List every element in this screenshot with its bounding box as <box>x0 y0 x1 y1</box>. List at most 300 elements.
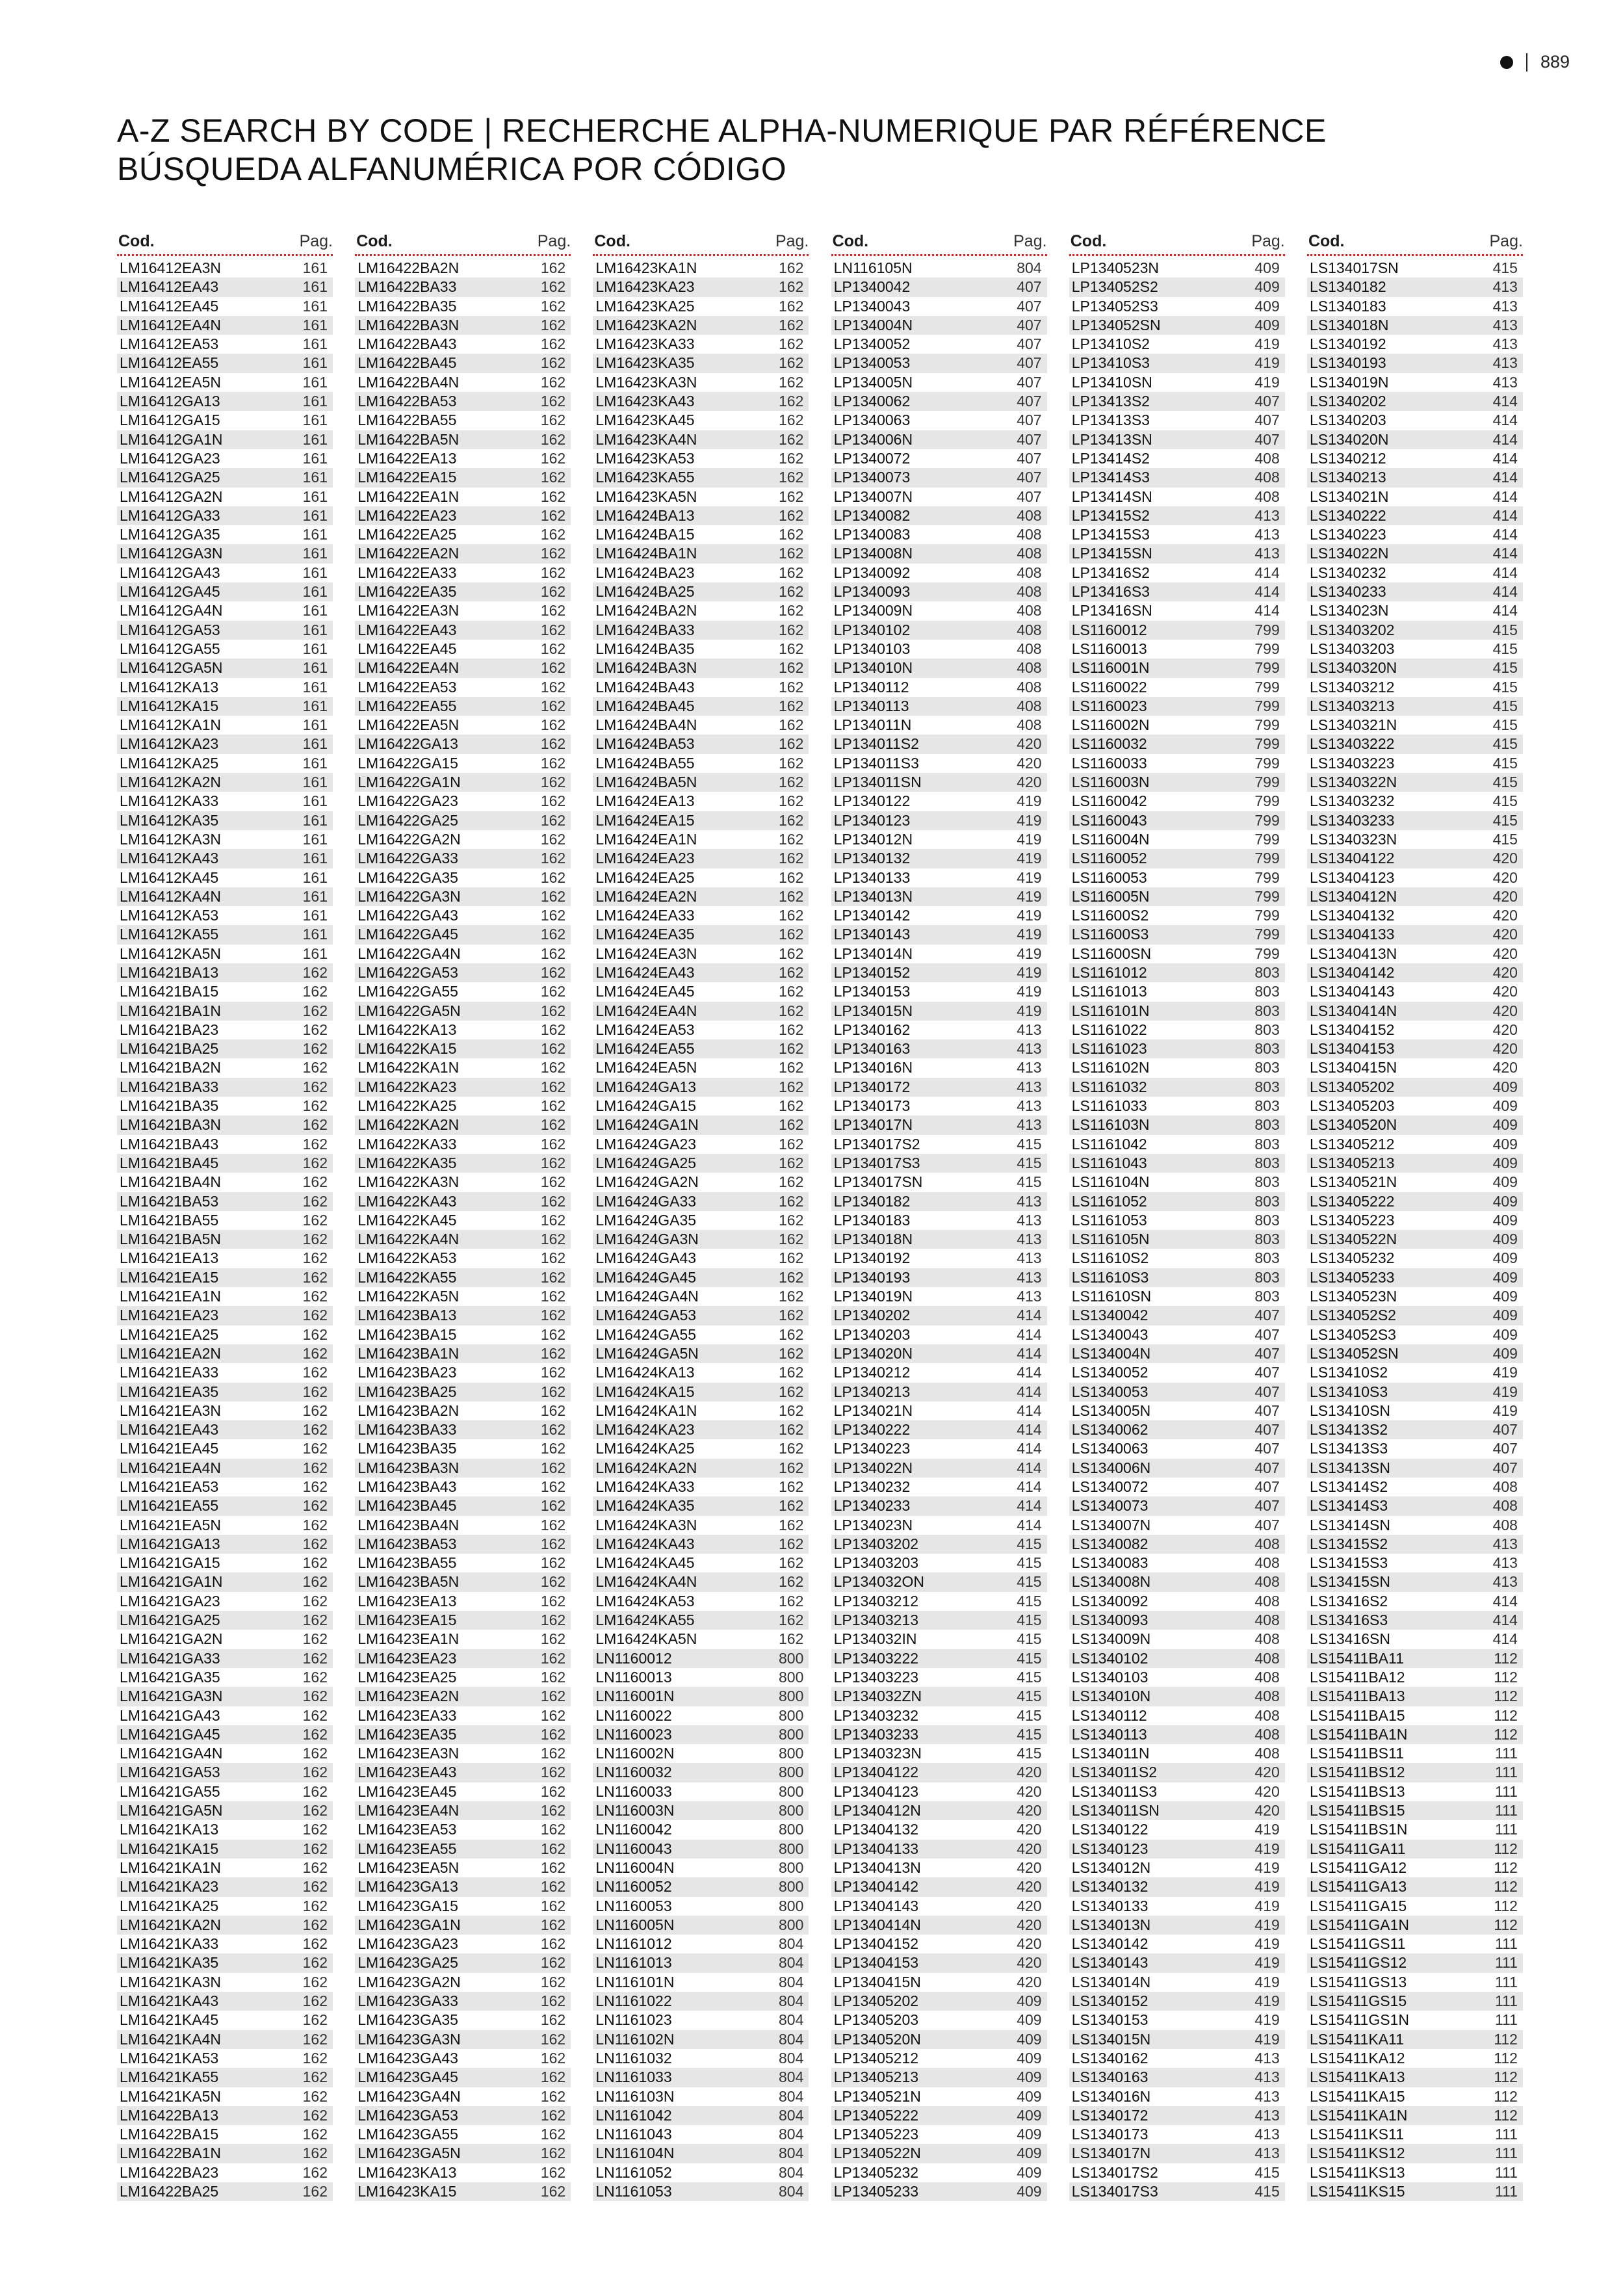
product-code: LM16412GA2N <box>120 488 223 505</box>
page-ref: 408 <box>1017 621 1042 638</box>
product-code: LM16424KA4N <box>595 1573 697 1591</box>
table-row <box>1307 849 1523 868</box>
page-ref: 162 <box>302 1954 328 1972</box>
table-row <box>117 697 333 716</box>
table-row <box>1307 906 1523 925</box>
table-row <box>355 1173 571 1192</box>
product-code: LM16412KA13 <box>120 678 219 696</box>
page-ref: 799 <box>1254 754 1280 772</box>
page-ref: 803 <box>1254 1040 1280 1058</box>
page-ref: 409 <box>1492 1268 1518 1286</box>
product-code: LM16424EA45 <box>595 983 695 1000</box>
page-ref: 803 <box>1254 1154 1280 1171</box>
product-code: LM16421EA3N <box>120 1402 221 1419</box>
index-table <box>117 229 1523 2201</box>
product-code: LM16421EA33 <box>120 1364 219 1381</box>
table-row <box>1307 1115 1523 1134</box>
table-row <box>355 1230 571 1249</box>
product-code: LM16423EA1N <box>357 1630 460 1648</box>
table-row <box>593 430 809 449</box>
table-row <box>593 1021 809 1039</box>
table-row <box>831 1344 1047 1363</box>
table-row <box>1069 1325 1285 1344</box>
column-header <box>1307 229 1523 256</box>
table-row <box>117 1402 333 1420</box>
product-code: LS1340143 <box>1071 1954 1149 1972</box>
product-code: LM16424EA15 <box>595 811 695 829</box>
product-code: LP13410S3 <box>1071 354 1150 372</box>
table-row <box>355 564 571 582</box>
product-code: LM16424BA23 <box>595 564 695 581</box>
page-ref: 407 <box>1492 1440 1518 1457</box>
product-code: LS1340213 <box>1309 469 1386 486</box>
page-ref: 415 <box>1492 678 1518 696</box>
table-row <box>831 1154 1047 1173</box>
title-line-1: A-Z SEARCH BY CODE | RECHERCHE ALPHA-NUMERIQUE PAR RÉFÉRENCE <box>117 112 1327 149</box>
page-ref: 162 <box>540 659 566 677</box>
page-ref: 804 <box>779 2030 804 2048</box>
table-row <box>355 621 571 640</box>
page-ref: 112 <box>1494 2030 1518 2048</box>
table-row <box>1069 1002 1285 1021</box>
table-row <box>593 1097 809 1115</box>
table-row <box>117 525 333 544</box>
page-ref: 413 <box>1017 1021 1042 1038</box>
table-row <box>117 1173 333 1192</box>
product-code: LS134011S2 <box>1071 1764 1158 1781</box>
page-ref: 162 <box>540 1364 566 1381</box>
table-row <box>831 1192 1047 1211</box>
product-code: LN116002N <box>595 1745 675 1762</box>
product-code: LS1340062 <box>1071 1421 1149 1439</box>
product-code: LM16423BA23 <box>357 1364 457 1381</box>
product-code: LM16424GA25 <box>595 1154 697 1171</box>
table-row <box>831 1611 1047 1630</box>
table-row <box>355 2030 571 2049</box>
page-ref: 162 <box>540 1916 566 1933</box>
table-row <box>117 1039 333 1058</box>
bullet-icon <box>1500 56 1513 69</box>
table-row <box>831 1897 1047 1916</box>
product-code: LS13404123 <box>1309 868 1395 886</box>
product-code: LM16412GA15 <box>120 411 220 429</box>
page-ref: 409 <box>1492 1231 1518 1248</box>
page-ref: 415 <box>1017 1725 1042 1743</box>
table-row <box>831 1021 1047 1039</box>
table-row <box>355 2125 571 2144</box>
table-row <box>1069 1039 1285 1058</box>
table-row <box>593 1211 809 1230</box>
table-row <box>1069 1135 1285 1154</box>
page-ref: 409 <box>1017 2030 1042 2048</box>
table-row <box>355 754 571 773</box>
table-row <box>1307 2144 1523 2163</box>
page-ref: 162 <box>540 640 566 657</box>
table-row <box>1307 564 1523 582</box>
page-ref: 161 <box>302 316 328 333</box>
page-ref: 162 <box>779 1116 804 1134</box>
page-ref: 419 <box>1017 887 1042 905</box>
table-row <box>831 1535 1047 1554</box>
table-row <box>831 792 1047 811</box>
product-code: LM16421GA25 <box>120 1611 220 1629</box>
page-ref: 413 <box>1017 1097 1042 1115</box>
product-code: LP134016N <box>833 1059 913 1076</box>
product-code: LM16421BA2N <box>120 1059 221 1076</box>
page-ref: 415 <box>1017 1706 1042 1724</box>
table-row <box>1307 1230 1523 1249</box>
product-code: LM16422BA13 <box>120 2106 219 2124</box>
table-row <box>355 2163 571 2182</box>
table-row <box>1307 278 1523 296</box>
page-ref: 162 <box>302 1078 328 1095</box>
product-code: LP134009N <box>833 602 913 620</box>
product-code: LS1161032 <box>1071 1078 1147 1095</box>
product-code: LS116103N <box>1071 1116 1150 1134</box>
table-row <box>355 811 571 830</box>
table-row <box>831 1630 1047 1649</box>
table-row <box>593 1439 809 1458</box>
product-code: LP1340163 <box>833 1040 911 1058</box>
page-ref: 162 <box>540 335 566 353</box>
table-row <box>831 1496 1047 1515</box>
product-code: LM16422BA55 <box>357 411 457 429</box>
product-code: LM16412KA53 <box>120 907 219 924</box>
table-row <box>1069 2087 1285 2106</box>
product-code: LM16422KA55 <box>357 1268 457 1286</box>
page-ref: 799 <box>1254 792 1280 810</box>
page-ref: 162 <box>302 2145 328 2162</box>
product-code: LM16424GA43 <box>595 1249 697 1267</box>
product-code: LM16423EA23 <box>357 1649 457 1667</box>
index-column-6 <box>1307 229 1523 2201</box>
page-ref: 162 <box>302 1802 328 1820</box>
table-row <box>355 659 571 677</box>
product-code: LM16421GA4N <box>120 1745 223 1762</box>
product-code: LM16412KA23 <box>120 735 219 753</box>
table-row <box>831 1363 1047 1382</box>
product-code: LP134014N <box>833 945 913 962</box>
page-title <box>117 112 1327 189</box>
page-ref: 162 <box>302 1592 328 1610</box>
product-code: LM16422GA3N <box>357 887 461 905</box>
product-code: LM16423KA53 <box>595 449 695 467</box>
table-row <box>355 1668 571 1687</box>
product-code: LM16422KA1N <box>357 1059 460 1076</box>
product-code: LM16422KA13 <box>357 1021 457 1038</box>
product-code: LN116003N <box>595 1802 675 1820</box>
product-code: LM16422EA53 <box>357 678 457 696</box>
table-row <box>593 1420 809 1439</box>
table-row <box>1069 792 1285 811</box>
page-ref: 419 <box>1254 1992 1280 2010</box>
table-row <box>831 1459 1047 1478</box>
page-ref: 162 <box>779 716 804 734</box>
table-row <box>355 1725 571 1744</box>
page-ref: 161 <box>302 830 328 848</box>
page-ref: 413 <box>1254 2087 1280 2105</box>
page-ref: 419 <box>1017 926 1042 943</box>
table-row <box>1069 1592 1285 1611</box>
page-ref: 162 <box>302 1554 328 1572</box>
page-ref: 162 <box>540 1325 566 1343</box>
product-code: LP13416S3 <box>1071 583 1150 601</box>
page-ref: 803 <box>1254 1021 1280 1038</box>
table-row <box>593 697 809 716</box>
table-row <box>1069 1668 1285 1687</box>
product-code: LP13405212 <box>833 2049 919 2067</box>
product-code: LP13404123 <box>833 1782 919 1800</box>
table-row <box>831 2030 1047 2049</box>
page-ref: 408 <box>1254 488 1280 505</box>
table-row <box>593 1516 809 1535</box>
page-ref: 413 <box>1017 1231 1042 1248</box>
product-code: LM16423BA13 <box>357 1307 457 1324</box>
product-code: LP1340153 <box>833 983 911 1000</box>
table-row <box>1069 1021 1285 1039</box>
table-row <box>1307 506 1523 525</box>
page-ref: 407 <box>1254 1497 1280 1515</box>
table-row <box>117 659 333 677</box>
table-row <box>831 259 1047 278</box>
product-code: LM16424GA1N <box>595 1116 699 1134</box>
page-ref: 162 <box>779 830 804 848</box>
table-row <box>1307 830 1523 849</box>
table-row <box>1307 1459 1523 1478</box>
table-row <box>1069 906 1285 925</box>
table-row <box>355 1478 571 1496</box>
product-code: LM16423KA43 <box>595 393 695 410</box>
product-code: LM16424KA2N <box>595 1459 697 1476</box>
page-ref: 414 <box>1017 1421 1042 1439</box>
page-ref: 804 <box>779 2011 804 2029</box>
table-row <box>117 506 333 525</box>
page-ref: 162 <box>779 1383 804 1400</box>
page-ref: 408 <box>1254 1745 1280 1762</box>
index-column-4 <box>831 229 1047 2201</box>
product-code: LS13415S3 <box>1309 1554 1388 1572</box>
table-row <box>355 1611 571 1630</box>
table-row <box>593 2106 809 2125</box>
page-ref: 408 <box>1254 1573 1280 1591</box>
table-row <box>593 2125 809 2144</box>
table-row <box>117 582 333 601</box>
product-code: LM16421EA55 <box>120 1497 219 1515</box>
page-ref: 112 <box>1494 1878 1518 1896</box>
page-ref: 414 <box>1492 430 1518 448</box>
product-code: LS1161012 <box>1071 963 1147 981</box>
code-header: Cod. <box>1070 232 1107 250</box>
code-header: Cod. <box>356 232 393 250</box>
product-code: LS1160042 <box>1071 792 1147 810</box>
table-row <box>831 1801 1047 1820</box>
page-ref: 162 <box>540 430 566 448</box>
page-ref: 162 <box>302 1706 328 1724</box>
page-ref: 162 <box>540 1288 566 1305</box>
page-ref: 408 <box>1017 545 1042 562</box>
table-row <box>593 621 809 640</box>
page-ref: 803 <box>1254 1192 1280 1210</box>
page-ref: 408 <box>1017 583 1042 601</box>
product-code: LS15411KA11 <box>1309 2030 1404 2048</box>
page-ref: 162 <box>540 1040 566 1058</box>
product-code: LS134052S3 <box>1309 1325 1396 1343</box>
product-code: LS116105N <box>1071 1231 1150 1248</box>
page-header-label: Pag. <box>1013 232 1047 250</box>
page-ref: 162 <box>779 469 804 486</box>
page-ref: 162 <box>540 868 566 886</box>
product-code: LS134005N <box>1071 1402 1151 1419</box>
page-ref: 804 <box>779 2068 804 2086</box>
product-code: LM16423EA15 <box>357 1611 457 1629</box>
table-row <box>593 1058 809 1077</box>
page-ref: 162 <box>540 2068 566 2086</box>
product-code: LM16423GA45 <box>357 2068 458 2086</box>
table-row <box>355 1420 571 1439</box>
table-row <box>593 1592 809 1611</box>
table-row <box>1307 2182 1523 2201</box>
table-row <box>117 2030 333 2049</box>
table-row <box>117 2068 333 2087</box>
product-code: LS1160013 <box>1071 640 1147 657</box>
page-ref: 162 <box>540 1992 566 2010</box>
page-ref: 413 <box>1254 2068 1280 2086</box>
table-row <box>593 582 809 601</box>
table-row <box>1069 297 1285 316</box>
product-code: LS13405232 <box>1309 1249 1395 1267</box>
table-row <box>1307 1763 1523 1782</box>
product-code: LP134017S3 <box>833 1154 920 1171</box>
page-ref: 162 <box>540 1021 566 1038</box>
page-ref: 800 <box>779 1916 804 1933</box>
product-code: LP1340103 <box>833 640 911 657</box>
table-row <box>831 1135 1047 1154</box>
table-row <box>831 621 1047 640</box>
table-row <box>355 1306 571 1325</box>
table-row <box>355 1744 571 1763</box>
page-ref: 413 <box>1017 1288 1042 1305</box>
product-code: LN116103N <box>595 2087 675 2105</box>
table-row <box>355 1592 571 1611</box>
product-code: LP1340202 <box>833 1307 911 1324</box>
product-code: LS15411GA1N <box>1309 1916 1409 1933</box>
page-ref: 112 <box>1494 2087 1518 2105</box>
page-ref: 162 <box>779 1154 804 1171</box>
page-ref: 799 <box>1254 830 1280 848</box>
table-row <box>117 1592 333 1611</box>
table-row <box>1307 1668 1523 1687</box>
table-row <box>593 468 809 487</box>
page-ref: 161 <box>302 678 328 696</box>
table-row <box>1307 1439 1523 1458</box>
product-code: LS134011S3 <box>1071 1782 1158 1800</box>
page-ref: 162 <box>302 1211 328 1229</box>
page-ref: 162 <box>779 697 804 714</box>
product-code: LM16423BA35 <box>357 1440 457 1457</box>
page-ref: 408 <box>1017 602 1042 620</box>
table-row <box>1307 2030 1523 2049</box>
product-code: LM16412GA3N <box>120 545 223 562</box>
column-header <box>117 229 333 256</box>
product-code: LS1340323N <box>1309 830 1397 848</box>
page-ref: 111 <box>1494 1821 1518 1838</box>
table-row <box>1069 811 1285 830</box>
page-ref: 162 <box>302 1383 328 1400</box>
page-ref: 162 <box>540 678 566 696</box>
table-row <box>1069 849 1285 868</box>
page-ref: 409 <box>1492 1173 1518 1191</box>
product-code: LS1160043 <box>1071 811 1147 829</box>
table-row <box>1307 411 1523 430</box>
product-code: LM16412KA4N <box>120 887 221 905</box>
product-code: LS15411KA15 <box>1309 2087 1405 2105</box>
page-number: 889 <box>1540 52 1570 72</box>
product-code: LS13405202 <box>1309 1078 1395 1095</box>
product-code: LP1340063 <box>833 411 911 429</box>
product-code: LM16421GA1N <box>120 1573 223 1591</box>
table-row <box>117 1801 333 1820</box>
page-ref: 419 <box>1492 1383 1518 1400</box>
table-row <box>831 1439 1047 1458</box>
page-ref: 419 <box>1254 1935 1280 1953</box>
table-row <box>117 1897 333 1916</box>
product-code: LM16412KA1N <box>120 716 221 734</box>
page-ref: 409 <box>1492 1211 1518 1229</box>
table-row <box>1069 1840 1285 1859</box>
page-ref: 413 <box>1254 2126 1280 2143</box>
table-row <box>831 906 1047 925</box>
table-row <box>355 849 571 868</box>
table-row <box>831 1268 1047 1287</box>
product-code: LM16424GA2N <box>595 1173 699 1191</box>
product-code: LM16424KA35 <box>595 1497 695 1515</box>
page-ref: 419 <box>1017 963 1042 981</box>
product-code: LM16412EA4N <box>120 316 221 333</box>
product-code: LS134011SN <box>1071 1802 1160 1820</box>
product-code: LP13410SN <box>1071 373 1152 391</box>
table-row <box>117 1687 333 1706</box>
product-code: LN116004N <box>595 1859 675 1876</box>
product-code: LP13405232 <box>833 2163 919 2181</box>
product-code: LM16421BA53 <box>120 1192 219 1210</box>
page-ref: 419 <box>1254 2030 1280 2048</box>
table-row <box>593 1459 809 1478</box>
table-row <box>117 1973 333 1992</box>
product-code: LS1340521N <box>1309 1173 1397 1191</box>
code-header: Cod. <box>1308 232 1345 250</box>
product-code: LM16424EA25 <box>595 868 695 886</box>
product-code: LM16412EA45 <box>120 297 219 315</box>
product-code: LS116101N <box>1071 1002 1150 1019</box>
page-header-label: Pag. <box>1489 232 1523 250</box>
table-row <box>831 2087 1047 2106</box>
table-row <box>831 1002 1047 1021</box>
page-ref: 407 <box>1492 1421 1518 1439</box>
page-ref: 414 <box>1492 393 1518 410</box>
product-code: LS116005N <box>1071 887 1150 905</box>
page-ref: 162 <box>302 1668 328 1686</box>
page-ref: 420 <box>1492 1059 1518 1076</box>
product-code: LS13403232 <box>1309 792 1395 810</box>
page-ref: 161 <box>302 887 328 905</box>
product-code: LP13403232 <box>833 1706 919 1724</box>
product-code: LS15411GS13 <box>1309 1973 1407 1990</box>
table-row <box>593 1840 809 1859</box>
page-ref: 800 <box>779 1821 804 1838</box>
product-code: LS1340152 <box>1071 1992 1149 2010</box>
page-ref: 804 <box>779 2182 804 2200</box>
table-row <box>831 811 1047 830</box>
